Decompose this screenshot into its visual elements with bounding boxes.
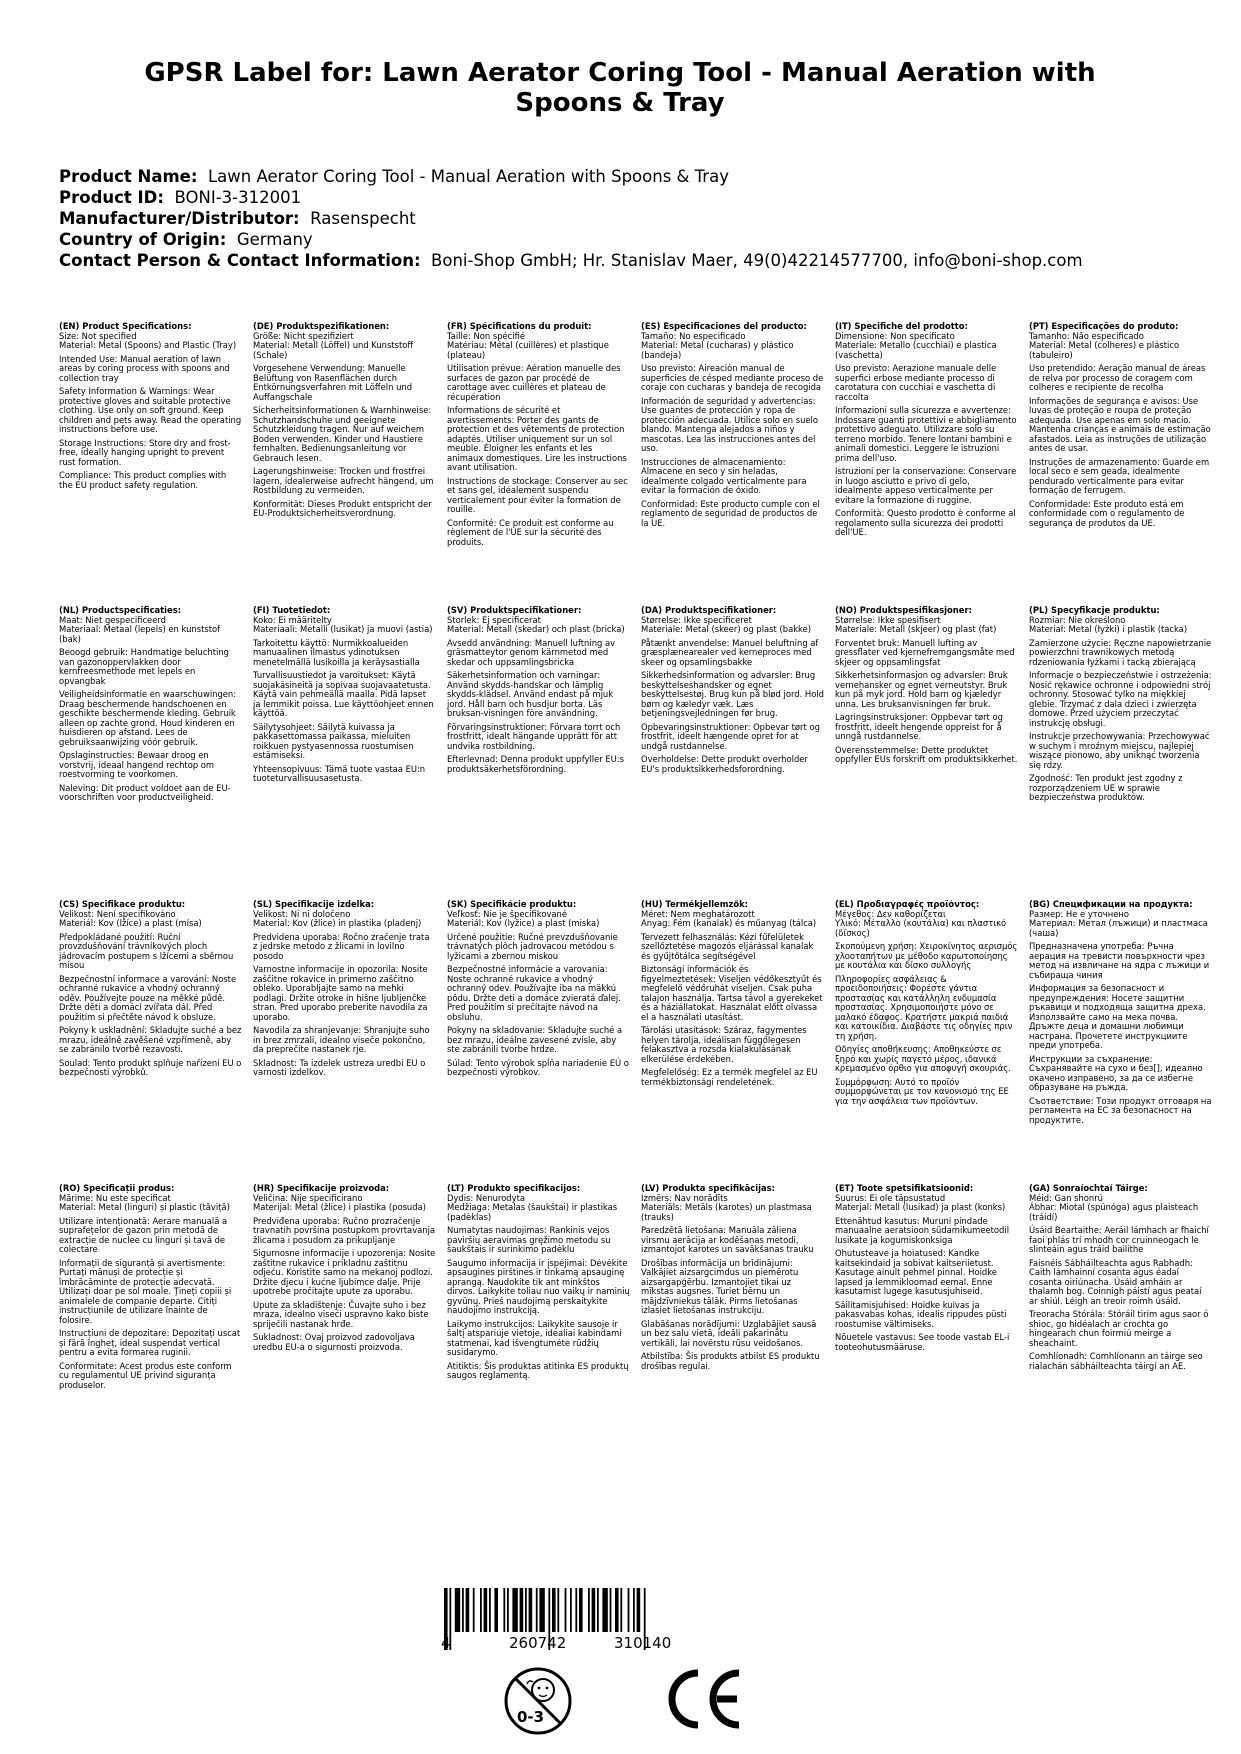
spec-block-title: (LT) Produkto specifikacijos:	[447, 1184, 581, 1193]
spec-block-line: Material: Metall (Löffel) und Kunststoff (Schale)	[253, 340, 414, 360]
product-info	[59, 166, 1209, 271]
spec-block	[447, 322, 630, 606]
barcode-bar	[455, 1588, 460, 1632]
spec-block-line: Comhlíonadh: Comhlíonann an táirge seo rialachán sábháilteachta táirgí an AE.	[1029, 1351, 1203, 1371]
spec-block-line: Uso previsto: Aireación manual de superficies de césped mediante proceso de coraje con cucharas y bandeja de recogida	[641, 363, 824, 392]
spec-block-title: (IT) Specifiche del prodotto:	[835, 322, 968, 331]
manufacturer-value: Rasenspecht	[310, 209, 416, 228]
spec-block-title: (EN) Product Specifications:	[59, 322, 192, 331]
spec-block-line: Informations de sécurité et avertissements: Porter des gants de protection et des vêtements de protection adaptés. Utiliser uniquement sur un sol meuble. Éloigner les enfants et les animaux domestiques. Lire les instructions avant utilisation.	[447, 405, 627, 472]
spec-block-line: Materijal: Metal (žlice) i plastika (posuda)	[253, 1202, 426, 1212]
spec-block	[835, 900, 1018, 1184]
spec-block-line: Uso previsto: Aerazione manuale delle superfici erbose mediante processo di carotatura con cucchiai e vaschetta di raccolta	[835, 363, 997, 402]
spec-block-line: Informații de siguranță și avertismente: Purtați mănuși de protecție și îmbrăcăminte de protecție adecvată. Utilizați doar pe sol moale. Țineți copiii și animalele de companie departe. Citiți instrucțiunile de utilizare înainte de folosire.	[59, 1257, 232, 1325]
spec-block-line: Material: Metal (Spoons) and Plastic (Tray)	[59, 340, 237, 350]
spec-block-line: Maat: Niet gespecificeerd	[59, 614, 166, 625]
spec-block-line: Izmērs: Nav norādīts	[641, 1192, 728, 1203]
spec-block-line: Instructions de stockage: Conserver au sec et sans gel, idéalement suspendu verticalement pour éviter la formation de rouille.	[447, 475, 628, 514]
spec-block-line: Material: Metal (linguri) și plastic (tăviță)	[59, 1202, 230, 1212]
spec-block-line: Konformität: Dieses Produkt entspricht der EU-Produktsicherheitsverordnung.	[253, 498, 432, 518]
spec-block-line: Méid: Gan shonrú	[1029, 1192, 1103, 1203]
spec-block-line: Predviđena uporaba: Ručno prozračenje travnatih površina postupkom provrtavanja žlicama i posudom za prikupljanje	[253, 1215, 436, 1245]
spec-block-line: Instrucțiuni de depozitare: Depozitați uscat și fără îngheț, ideal suspendat vertical pentru a evita formarea ruginii.	[59, 1328, 241, 1357]
spec-block-line: Úsáid Beartaithe: Aeráil lámhach ar fhaichí faoi phlás trí mhodh cor cruinneogach le slinteáin agus tráid bailithe	[1029, 1225, 1209, 1254]
barcode-bar	[520, 1588, 524, 1632]
spec-block-line: Πληροφορίες ασφάλειας & προειδοποιήσεις: Φορέστε γάντια προστασίας και κατάλληλη ενδυμασία προστασίας. Χρησιμοποιήστε μόνο σε μαλακό έδαφος. Κρατήστε μακριά παιδιά και κατοικίδια. Διαβάστε τις οδηγίες πριν τη χρήση.	[835, 973, 1013, 1041]
svg-text:0-3: 0-3	[517, 1708, 545, 1726]
spec-block-line: Materiale: Metal (skeer) og plast (bakke)	[641, 624, 812, 634]
barcode-bar	[633, 1588, 635, 1632]
spec-block-line: Biztonsági információk és figyelmeztetések: Viseljen védőkesztyűt és megfelelő védőruhát viseljen. Csak puha talajon használja. Tartsa távol a gyerekeket és a háziállatokat. Használat előtt olvassa el a használati utasítást.	[641, 964, 823, 1022]
barcode-bar	[462, 1588, 464, 1632]
barcode-bar	[480, 1588, 482, 1632]
spec-block	[641, 1184, 824, 1484]
spec-block-title: (SL) Specifikacije izdelka:	[253, 900, 375, 909]
barcode-bar	[579, 1588, 583, 1632]
spec-block-line: Koko: Ei määritelty	[253, 614, 332, 625]
spec-block-line: Informazioni sulla sicurezza e avvertenze: Indossare guanti protettivi e abbigliamento protettivo adeguato. Utilizzare solo su terreno morbido. Tenere lontani bambini e animali domestici. Leggere le istruzioni prima dell'uso.	[835, 405, 1017, 463]
country-value: Germany	[236, 230, 313, 249]
spec-block-line: Pokyny na skladovanie: Skladujte suché a bez mrazu, ideálne zavesené zvisle, aby ste zabránili tvorbe hrdze.	[447, 1025, 623, 1054]
spec-block	[447, 606, 630, 900]
spec-block-line: Säkerhetsinformation och varningar: Använd skydds-handskar och lämplig skydds-klädsel. Använd endast på mjuk jord. Håll barn och husdjur borta. Läs bruksan-visningen före användning.	[447, 670, 614, 718]
spec-block-line: Sicherheitsinformationen & Warnhinweise: Schutzhandschuhe und geeignete Schutzkleidung tragen. Nur auf weichem Boden verwenden. Kinder und Haustiere fernhalten. Bedienungsanleitung vor Gebrauch lesen.	[253, 405, 432, 463]
spec-block-line: Materiāls: Metāls (karotes) un plastmasa (trauks)	[641, 1202, 812, 1222]
product-name-row	[59, 166, 1209, 187]
barcode-bar	[507, 1588, 509, 1632]
spec-block-line: Určené použitie: Ručné prevzdušňovanie trávnatých plôch jadrovacou metódou s lyžicami a zbernou miskou	[447, 931, 618, 961]
spec-block-line: Sikkerhetsinformasjon og advarsler: Bruk vernehansker og egnet verneutstyr. Bruk kun på myk jord. Hold barn og kjæledyr unna. Les bruksanvisningen før bruk.	[835, 670, 1008, 709]
spec-block-line: Lagringsinstruksjoner: Oppbevar tørt og frostfritt, ideelt hengende oppreist for å unngå rustdannelse.	[835, 712, 1003, 741]
spec-block-line: Intended Use: Manual aeration of lawn areas by coring process with spoons and collection tray	[59, 353, 230, 383]
spec-block-line: Dimensione: Non specificato	[835, 330, 955, 341]
spec-block-line: Veličina: Nije specificirano	[253, 1192, 363, 1203]
spec-block-line: Informacje o bezpieczeństwie i ostrzeżenia: Nosić rękawice ochronne i odpowiedni strój ochronny. Stosować tylko na miękkiej glebie. Trzymać z dala dzieci i zwierzęta domowe. Przed użyciem przeczytać instrukcję obsługi.	[1029, 670, 1212, 728]
barcode-bar	[525, 1588, 527, 1632]
barcode-bar	[536, 1588, 538, 1632]
spec-block-line: Materiaali: Metalli (lusikat) ja muovi (astia)	[253, 624, 433, 634]
page-title: GPSR Label for: Lawn Aerator Coring Tool - Manual Aeration with Spoons & Tray	[144, 58, 1096, 118]
spec-block-line: Turvallisuustiedot ja varoitukset: Käytä suojakäsineitä ja sopivaa suojavaatetusta. Käytä vain pehmeällä maalla. Pidä lapset ja lemmikit poissa. Lue käyttöohjeet ennen käyttöä.	[253, 670, 434, 718]
barcode-bar	[592, 1588, 596, 1632]
spec-block-line: Storlek: Ej specificerat	[447, 614, 541, 625]
spec-block-line: Size: Not specified	[59, 330, 137, 341]
product-id-value: BONI-3-312001	[174, 188, 302, 207]
barcode-bar	[628, 1588, 630, 1632]
spec-block-title: (PL) Specyfikacje produktu:	[1029, 606, 1160, 615]
spec-block	[641, 606, 824, 900]
barcode-bar	[529, 1588, 533, 1632]
spec-block-line: Safety Information & Warnings: Wear protective gloves and suitable protective clothing. Use only on soft ground. Keep children and pets away. Read the operating instructions before use.	[59, 386, 242, 434]
spec-block-title: (ET) Toote spetsifikatsioonid:	[835, 1184, 974, 1193]
spec-block-title: (NL) Productspecificaties:	[59, 606, 182, 615]
spec-block-line: Sigurnosne informacije i upozorenja: Nosite zaštitne rukavice i prikladnu zaštitnu odjeću. Koristite samo na mekanoj podlozi. Držite djecu i kućne ljubimce dalje. Prije upotrebe pročitajte upute za uporabu.	[253, 1248, 436, 1296]
spec-block-line: Opslaginstructies: Bewaar droog en vorstvrij, ideaal hangend rechtop om roestvorming te voorkomen.	[59, 750, 215, 779]
spec-block-line: Compliance: This product complies with the EU product safety regulation.	[59, 470, 227, 490]
product-id-row	[59, 187, 1209, 208]
spec-block-line: Faisnéis Sábháilteachta agus Rabhadh: Caith lámhainní cosanta agus éadaí cosanta oiriúnacha. Úsáid amháin ar thalamh bog. Coinnigh páistí agus peataí ar shiúl. Léigh an treoir roimh úsáid.	[1029, 1257, 1202, 1306]
spec-block-line: Forventet bruk: Manuell lufting av gressflater ved kjernefremgangsmåte med skjeer og oppsamlingsfat	[835, 637, 1015, 667]
barcode-bar	[484, 1588, 488, 1632]
spec-block-line: Υλικό: Μέταλλο (κουτάλια) και πλαστικό (δίσκος)	[835, 918, 1007, 938]
spec-block-line: Istruzioni per la conservazione: Conservare in luogo asciutto e privo di gelo, idealmente appeso verticalmente per evitare la formazione di ruggine.	[835, 466, 1017, 505]
spec-block-title: (FR) Spécifications du produit:	[447, 322, 592, 331]
spec-block-title: (HU) Termékjellemzők:	[641, 900, 749, 909]
spec-block-line: Velikost: Není specifikováno	[59, 908, 176, 919]
spec-block-line: Saugumo informacija ir įspėjimai: Dėvėkite apsaugines pirštines ir tinkamą apsauginę aprangą. Naudokite tik ant minkštos dirvos. Laikykite toliau nuo vaikų ir naminių gyvūnų. Prieš naudojimą perskaitykite naudojimo instrukciją.	[447, 1257, 630, 1315]
barcode-bar	[620, 1588, 622, 1632]
spec-block-line: Sikkerhedsinformation og advarsler: Brug beskyttelseshandsker og egnet beskyttelsestøj. Brug kun på blød jord. Hold børn og kæledyr væk. Læs betjeningsvejledningen før brug.	[641, 670, 824, 718]
spec-block-title: (RO) Specificații produs:	[59, 1184, 175, 1193]
spec-block-line: Opbevaringsinstruktioner: Opbevar tørt og frostfrit, ideelt hængende opret for at undgå rustdannelse.	[641, 721, 820, 751]
spec-block	[1029, 900, 1212, 1184]
spec-block-line: Velikost: Ni ni določeno	[253, 908, 351, 919]
spec-block-line: Material: Metall (skedar) och plast (bricka)	[447, 624, 625, 634]
spec-block-title: (NO) Produktspesifikasjoner:	[835, 606, 972, 615]
spec-block-line: Информация за безопасност и предупреждения: Носете защитни ръкавици и подходяща защитна дреха. Използвайте само на мека почва. Дръжте деца и домашни любимци настрана. Прочетете инструкциите преди употреба.	[1029, 983, 1206, 1050]
manufacturer-label: Manufacturer/Distributor:	[59, 209, 300, 228]
spec-block-line: Dydis: Nenurodyta	[447, 1192, 526, 1203]
barcode-digit-prefix: 4	[441, 1634, 451, 1652]
spec-block-line: Størrelse: Ikke spesifisert	[835, 614, 941, 625]
spec-block-line: Suurus: Ei ole täpsustatud	[835, 1192, 946, 1203]
spec-block-line: Conformità: Questo prodotto è conforme al regolamento sulla sicurezza dei prodotti dell'UE.	[835, 508, 1016, 537]
barcode-bar	[588, 1588, 590, 1632]
spec-block-line: Säilytysohjeet: Säilytä kuivassa ja pakkasettomassa paikassa, mieluiten roikkuen pystyasennossa ruostumisen estämiseksi.	[253, 721, 414, 760]
product-id-label: Product ID:	[59, 188, 164, 207]
spec-block-line: Ábhar: Miotal (spúnóga) agus plaisteach (tráidí)	[1029, 1202, 1199, 1222]
country-row	[59, 229, 1209, 250]
spec-block-line: Conformitate: Acest produs este conform cu regulamentul UE privind siguranța produselor.	[59, 1360, 232, 1390]
spec-block-line: Tárolási utasítások: Száraz, fagymentes helyen tárolja, ideálisan függőlegesen felakasztva a rozsda kialakulásának elkerülése érdekében.	[641, 1025, 807, 1064]
spec-block-line: Overensstemmelse: Dette produktet oppfyller EUs forskrift om produktsikkerhet.	[835, 744, 1018, 764]
spec-block-line: Overholdelse: Dette produkt overholder EU's produktsikkerhedsforordning.	[641, 754, 808, 774]
spec-block	[641, 322, 824, 606]
country-label: Country of Origin:	[59, 230, 227, 249]
spec-block-line: Mărime: Nu este specificat	[59, 1192, 171, 1203]
spec-block-line: Materiál: Kov (lžíce) a plast (mísa)	[59, 918, 202, 928]
spec-block-title: (HR) Specifikacije proizvoda:	[253, 1184, 390, 1193]
spec-block-line: Laikymo instrukcijos: Laikykite sausoje ir šaltį atspariuje vietoje, idealiai kabindami statmenai, kad išvengtumėte rūdžių susidarymo.	[447, 1318, 622, 1357]
spec-block-line: Предназначена употреба: Ръчна аерация на тревисти повърхности чрез метод на извличане на ядра с лъжици и събираща чиния	[1029, 941, 1210, 980]
spec-block-line: Paredzētā lietošana: Manuāla zāliena virsmu aerācija ar kodēšanas metodi, izmantojot karotes un savākšanas trauku	[641, 1225, 814, 1254]
spec-block-line: Storage Instructions: Store dry and frost-free, ideally hanging upright to prevent rust formation.	[59, 437, 231, 467]
spec-block	[59, 1184, 242, 1484]
barcode-bar	[466, 1588, 470, 1632]
spec-block-line: Materiál: Kov (lyžice) a plast (miska)	[447, 918, 600, 928]
spec-block	[1029, 1184, 1212, 1484]
spec-block	[253, 322, 436, 606]
spec-block-line: Conformidade: Este produto está em conformidade com o regulamento de segurança de produtos da UE.	[1029, 498, 1185, 528]
barcode-bar	[610, 1588, 612, 1632]
barcode-bar	[565, 1588, 567, 1632]
barcode-bar	[575, 1588, 577, 1632]
spec-block-line: Ohutusteave ja hoiatused: Kandke kaitsekindaid ja sobivat kaitseriietust. Kasutage ainult pehmel pinnal. Hoidke lapsed ja lemmikloomad eemal. Enne kasutamist lugege kasutusjuhiseid.	[835, 1248, 997, 1296]
product-name-value: Lawn Aerator Coring Tool - Manual Aeration with Spoons & Tray	[207, 167, 729, 186]
barcode-bar	[512, 1588, 517, 1632]
spec-block-line: Méret: Nem meghatározott	[641, 908, 755, 919]
spec-block	[253, 900, 436, 1184]
spec-block-line: Atitiktis: Šis produktas atitinka ES produktų saugos reglamentą.	[447, 1360, 629, 1380]
spec-block-line: Upute za skladištenje: Čuvajte suho i bez mraza, idealno viseći uspravno kako biste spriječili nastanak hrđe.	[253, 1299, 429, 1329]
spec-block-title: (CS) Specifikace produktu:	[59, 900, 186, 909]
spec-block	[641, 900, 824, 1184]
spec-block-line: Veiligheidsinformatie en waarschuwingen: Draag beschermende handschoenen en geschikte beschermende kleding. Gebruik alleen op zachte grond. Houd kinderen en huisdieren op afstand. Lees de gebruiksaanwijzing vóór gebruik.	[59, 689, 237, 747]
spec-block-line: Größe: Nicht spezifiziert	[253, 330, 354, 341]
spec-block	[59, 900, 242, 1184]
spec-block-line: Tamaño: No especificado	[641, 330, 746, 341]
spec-block-line: Påtænkt anvendelse: Manuel beluftning af græsplænearealer ved kerneproces med skeer og opsamlingsbakke	[641, 637, 819, 667]
spec-block-line: Material: Metal (colheres) e plástico (tabuleiro)	[1029, 340, 1180, 360]
spec-block-line: Treoracha Stórála: Stóráil tirim agus saor ó shioc, go hidéalach ar crochta go hingearach chun foirmiú meirge a sheachaint.	[1029, 1309, 1209, 1348]
spec-block-line: Zamierzone użycie: Ręczne napowietrzanie powierzchni trawnikowych metodą rdzeniowania łyżkami i tacką zbierającą	[1029, 637, 1212, 667]
spec-block	[835, 1184, 1018, 1484]
spec-block-line: Vorgesehene Verwendung: Manuelle Belüftung von Rasenflächen durch Entkörnungsverfahren mit Löffeln und Auffangschale	[253, 363, 413, 402]
spec-block-line: Sukladnost: Ovaj proizvod zadovoljava uredbu EU-a o sigurnosti proizvoda.	[253, 1332, 415, 1352]
barcode-bar	[489, 1588, 491, 1632]
spec-block-line: Pokyny k uskladnění: Skladujte suché a bez mrazu, ideálně zavěšené vzpřímeně, aby se zabránilo tvorbě rezavosti.	[59, 1025, 242, 1054]
barcode-bar	[473, 1588, 475, 1632]
spec-block-line: Skladnost: Ta izdelek ustreza uredbi EU o varnosti izdelkov.	[253, 1057, 426, 1077]
spec-block-line: Μέγεθος: Δεν καθορίζεται	[835, 908, 946, 919]
language-spec-grid	[59, 322, 1212, 1484]
spec-block-line: Rozmiar: Nie określono	[1029, 614, 1126, 625]
spec-block-line: Tarkoitettu käyttö: Nurmikkoalueiden manuaalinen ilmastus ydinotuksen menetelmällä lusikoilla ja keräysastialla	[253, 637, 420, 667]
spec-block	[835, 322, 1018, 606]
spec-block-line: Informações de segurança e avisos: Use luvas de proteção e roupa de proteção adequada. Use apenas em solo macio. Mantenha crianças e animais de estimação afastados. Leia as instruções de utilização antes de usar.	[1029, 395, 1211, 453]
spec-block-line: Materiale: Metallo (cucchiai) e plastica (vaschetta)	[835, 340, 997, 360]
barcode-bar	[539, 1588, 544, 1632]
barcode-bar	[503, 1588, 505, 1632]
barcode-digit-group-1: 260742	[509, 1634, 567, 1652]
spec-block-line: Předpokládané použití: Ruční provzdušňování trávníkových ploch jádrovacím postupem s lžícemi a sběrnou mísou	[59, 931, 234, 970]
spec-block	[447, 900, 630, 1184]
barcode-digit-group-2: 310140	[614, 1634, 672, 1652]
barcode-bar	[637, 1588, 641, 1632]
barcode-bar	[557, 1588, 559, 1632]
spec-block-title: (BG) Спецификации на продукта:	[1029, 900, 1193, 909]
spec-block-line: Materjal: Metall (lusikad) ja plast (konks)	[835, 1202, 1006, 1212]
spec-block-line: Megfelelőség: Ez a termék megfelel az EU termékbiztonsági rendeletének.	[641, 1067, 818, 1087]
spec-block-line: Material: Metal (cucharas) y plástico (bandeja)	[641, 340, 794, 360]
ean-barcode	[440, 1588, 730, 1658]
spec-block-line: Varnostne informacije in opozorila: Nosite zaščitne rokavice in primerno zaščitno obleko. Uporabljajte samo na mehki podlagi. Držite otroke in hišne ljubljenčke stran. Pred uporabo preberite navodila za uporabo.	[253, 964, 428, 1022]
spec-block-line: Størrelse: Ikke specificeret	[641, 614, 752, 625]
spec-block-line: Taille: Non spécifié	[447, 330, 526, 341]
barcode-bar	[597, 1588, 599, 1632]
spec-block-line: Uso pretendido: Aeração manual de áreas de relva por processo de coragem com colheres e recipiente de recolha	[1029, 363, 1206, 392]
spec-block-title: (EL) Προδιαγραφές προϊόντος:	[835, 900, 980, 909]
barcode-bar	[552, 1588, 556, 1632]
spec-block-line: Bezpečnostné informácie a varovania: Noste ochranné rukavice a vhodný ochranný odev. Používajte iba na mäkkú pôdu. Držte deti a domáce zvieratá ďalej. Pred použitím si prečítajte návod na obsluhu.	[447, 964, 621, 1022]
spec-block-line: Medžiaga: Metalas (šaukštai) ir plastikas (padėklas)	[447, 1202, 618, 1222]
spec-block-line: Инструкции за съхранение: Съхранявайте на сухо и без[], идеално окачено изправено, за да се избегне образуване на ръжда.	[1029, 1053, 1203, 1092]
spec-block-line: Veľkosť: Nie je špecifikované	[447, 908, 567, 919]
spec-block-line: Naleving: Dit product voldoet aan de EU-voorschriften voor productveiligheid.	[59, 782, 231, 802]
spec-block-line: Instruções de armazenamento: Guarde em local seco e sem geada, idealmente pendurado verticalmente para evitar formação de ferrugem.	[1029, 456, 1210, 495]
spec-block-line: Συμμόρφωση: Αυτό το προϊόν συμμορφώνεται με τον κανονισμό της ΕΕ για την ασφάλεια των προϊόντων.	[835, 1076, 1009, 1106]
spec-block-line: Drošības informācija un brīdinājumi: Valkājiet aizsargcimdus un piemērotu aizsargapģērbu. Izmantojiet tikai uz mīkstas augsnes. Turiet bērnu un mājdzīvniekus tālāk. Pirms lietošanas izlasiet lietošanas instrukciju.	[641, 1257, 799, 1315]
spec-block-line: Avsedd användning: Manuell luftning av gräsmatteytor genom kärnmetod med skedar och uppsamlingsbricka	[447, 637, 616, 667]
spec-block-line: Съответствие: Този продукт отговаря на регламента на ЕС за безопасност на продуктите.	[1029, 1095, 1212, 1125]
spec-block-line: Beoogd gebruik: Handmatige beluchting van gazonoppervlakken door kernfreesmethode met lepels en opvangbak	[59, 647, 229, 686]
spec-block-line: Conformité: Ce produit est conforme au règlement de l'UE sur la sécurité des produits.	[447, 517, 614, 547]
spec-block-line: Förvaringsinstruktioner: Förvara torrt och frostfritt, idealt hängande upprätt för att undvika rostbildning.	[447, 721, 621, 751]
spec-block-line: Súlad: Tento výrobok spĺňa nariadenie EÚ o bezpečnosti výrobkov.	[447, 1057, 629, 1077]
spec-block-line: Materiaal: Metaal (lepels) en kunststof (bak)	[59, 624, 221, 644]
spec-block-line: Soulad: Tento produkt splňuje nařízení EU o bezpečnosti výrobků.	[59, 1057, 242, 1077]
spec-block-line: Nõuetele vastavus: See toode vastab EL-i tooteohutusmääruse.	[835, 1332, 1010, 1352]
spec-block-title: (SV) Produktspecifikationer:	[447, 606, 582, 615]
spec-block-line: Lagerungshinweise: Trocken und frostfrei lagern, idealerweise aufrecht hängend, um Rostbildung zu vermeiden.	[253, 466, 434, 495]
spec-block-line: Conformidad: Este producto cumple con el reglamento de seguridad de productos de la UE.	[641, 498, 820, 528]
spec-block-title: (ES) Especificaciones del producto:	[641, 322, 807, 331]
spec-block-title: (DA) Produktspecifikationer:	[641, 606, 777, 615]
spec-block	[447, 1184, 630, 1484]
age-0-3-warning-icon	[503, 1666, 573, 1736]
product-name-label: Product Name:	[59, 167, 198, 186]
spec-block-title: (GA) Sonraíochtaí Táirge:	[1029, 1184, 1148, 1193]
spec-block	[1029, 322, 1212, 606]
spec-block-line: Σκοπούμενη χρήση: Χειροκίνητος αερισμός χλοοταπήτων με μέθοδο καρωτοποίησης με κουτάλια και δίσκο συλλογής	[835, 941, 1018, 970]
spec-block-title: (PT) Especificações do produto:	[1029, 322, 1179, 331]
barcode-bar	[570, 1588, 572, 1632]
spec-block	[59, 322, 242, 606]
spec-block-line: Размер: Не е уточнено	[1029, 908, 1129, 919]
spec-block-line: Instrucciones de almacenamiento: Almacene en seco y sin heladas, idealmente colgado verticalmente para evitar la formación de óxido.	[641, 456, 807, 495]
spec-block-line: Instrukcje przechowywania: Przechowywać w suchym i mroźnym miejscu, najlepiej wiszące pionowo, aby uniknąć tworzenia się rdzy.	[1029, 731, 1210, 770]
spec-block-line: Ettenähtud kasutus: Muruni pindade manuaalne aeratsioon südamikumeetodil lusikate ja kogumiskonksiga	[835, 1215, 1010, 1245]
spec-block	[253, 1184, 436, 1484]
spec-block-line: Yhteensopivuus: Tämä tuote vastaa EU:n tuoteturvallisuusasetusta.	[253, 763, 426, 783]
spec-block-line: Materiale: Metall (skjeer) og plast (fat)	[835, 624, 997, 634]
spec-block-line: Material: Kov (žlice) in plastika (pladenj)	[253, 918, 422, 928]
spec-block-line: Материал: Метал (лъжици) и пластмаса (чаша)	[1029, 918, 1208, 938]
barcode-bar	[615, 1588, 619, 1632]
spec-block-line: Glabāšanas norādījumi: Uzglabājiet sausā un bez salu vietā, ideāli pakarinātu vertikāli, lai novērstu rūsu veidošanos.	[641, 1318, 817, 1348]
ce-mark-icon	[665, 1668, 745, 1730]
spec-block-line: Utilizare intenționată: Aerare manuală a suprafețelor de gazon prin metodă de extracție de nuclee cu linguri și tavă de colectare	[59, 1215, 228, 1254]
spec-block-line: Información de seguridad y advertencias: Use guantes de protección y ropa de protección adecuada. Utilice solo en suelo blando. Mantenga alejados a niños y mascotas. Lea las instrucciones antes del uso.	[641, 395, 818, 453]
spec-block-line: Numatytas naudojimas: Rankinis vejos paviršių aeravimas gręžimo metodu su šaukštais ir surinkimo padėklu	[447, 1225, 611, 1254]
contact-row	[59, 250, 1209, 271]
spec-block-title: (SK) Špecifikácie produktu:	[447, 900, 577, 909]
spec-block-line: Anyag: Fém (kanalak) és műanyag (tálca)	[641, 918, 817, 928]
spec-block-line: Predvidena uporaba: Ročno zračenje trata z jedrske metodo z žlicami in lovilno posodo	[253, 931, 430, 961]
spec-block-line: Säilitamisjuhised: Hoidke kuivas ja pakasvabas kohas, idealis rippudes püsti roostumise vältimiseks.	[835, 1299, 1007, 1329]
barcode-bar	[602, 1588, 607, 1632]
spec-block-title: (LV) Produkta specifikācijas:	[641, 1184, 775, 1193]
contact-label: Contact Person & Contact Information:	[59, 251, 421, 270]
spec-block-title: (FI) Tuotetiedot:	[253, 606, 331, 615]
spec-block-line: Tamanho: Não especificado	[1029, 330, 1144, 341]
spec-block-line: Efterlevnad: Denna produkt uppfyller EU:s produktsäkerhetsförordning.	[447, 754, 624, 774]
spec-block	[59, 606, 242, 900]
barcode-bar	[494, 1588, 498, 1632]
spec-block	[1029, 606, 1212, 900]
spec-block-line: Οδηγίες αποθήκευσης: Αποθηκεύστε σε ξηρό και χωρίς παγετό μέρος, ιδανικά κρεμασμένο όρθιο για αποφυγή σκουριάς.	[835, 1044, 1011, 1073]
spec-block-line: Zgodność: Ten produkt jest zgodny z rozporządzeniem UE w sprawie bezpieczeństwa produktów.	[1029, 773, 1183, 802]
contact-value: Boni-Shop GmbH; Hr. Stanislav Maer, 49(0)42214577700, info@boni-shop.com	[431, 251, 1083, 270]
manufacturer-row	[59, 208, 1209, 229]
spec-block	[253, 606, 436, 900]
spec-block-line: Navodila za shranjevanje: Shranjujte suho in brez zmrzali, idealno viseče pokončno, da preprečite nastanek rje.	[253, 1025, 430, 1054]
spec-block-line: Tervezett felhasználás: Kézi fűfelületek szellőztetése magozós eljárással kanalak és gyűjtőtálca segítségével	[641, 931, 814, 961]
spec-block-line: Materiał: Metal (łyżki) i plastik (tacka)	[1029, 624, 1188, 634]
spec-block	[835, 606, 1018, 900]
spec-block-line: Bezpečnostní informace a varování: Noste ochranné rukavice a vhodný ochranný oděv. Používejte pouze na měkké půdě. Držte děti a domácí zvířata dál. Před použitím si přečtěte návod k obsluze.	[59, 973, 237, 1022]
spec-block-line: Atbilstība: Šis produkts atbilst ES produktu drošības regulai.	[641, 1351, 820, 1371]
spec-block-title: (DE) Produktspezifikationen:	[253, 322, 390, 331]
spec-block-line: Utilisation prévue: Aération manuelle des surfaces de gazon par procédé de carottage avec cuillères et plateau de récupération	[447, 363, 621, 402]
spec-block-line: Matériau: Métal (cuillères) et plastique (plateau)	[447, 340, 609, 360]
